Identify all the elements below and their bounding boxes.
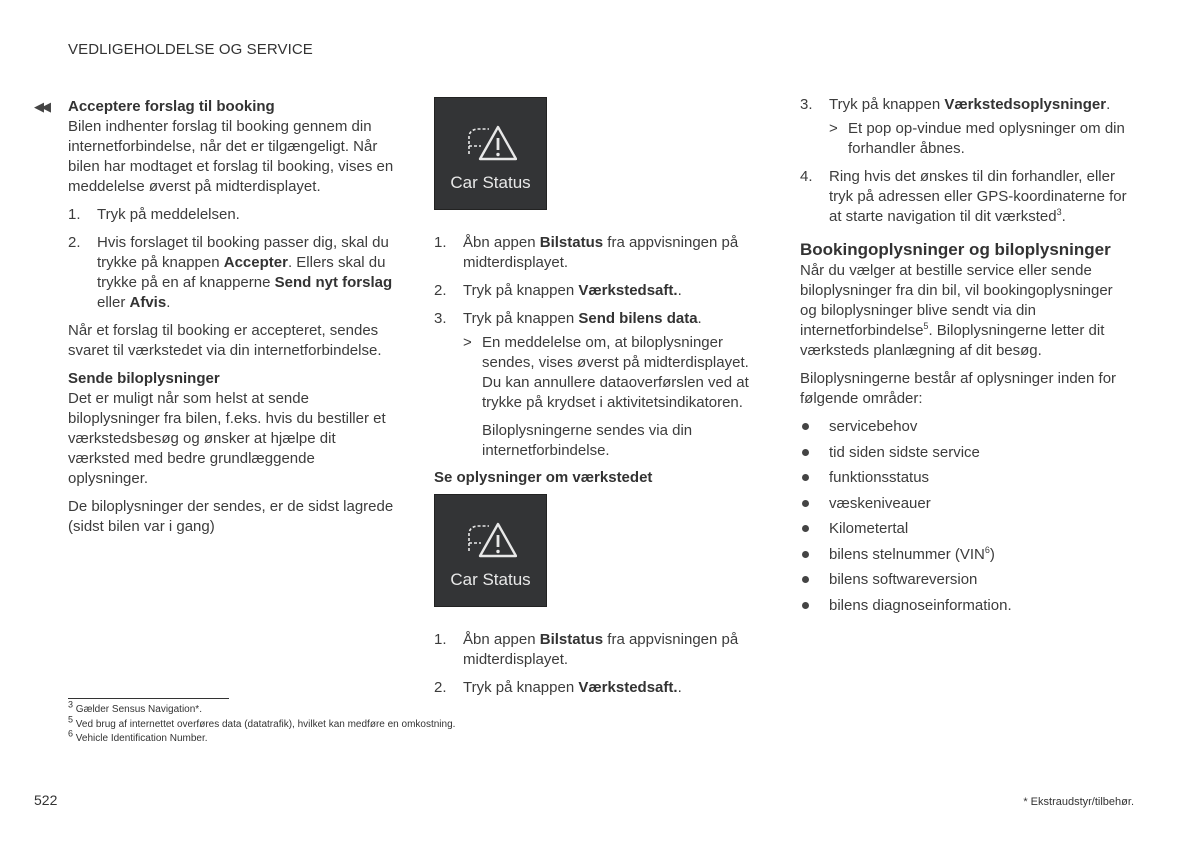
paragraph-accept-intro: Bilen indhenter forslag til booking gennem din internetforbindelse, når det er tilgængeligt. Når bilen har modtaget et forslag til booking, vises en meddelelse øverst på midterdisplayet. [68,118,394,195]
list-item: tid siden sidste service [800,443,1130,463]
accessory-note: * Ekstraudstyr/tilbehør. [1023,796,1134,808]
list-item: 2. Tryk på knappen Værkstedsaft.. [434,679,682,696]
running-header: VEDLIGEHOLDELSE OG SERVICE [68,41,313,58]
heading-send-car-info: Sende biloplysninger [68,370,220,387]
list-item: 2. Tryk på knappen Værkstedsaft.. [434,282,682,299]
footnote-3: $^3$ Gælder Sensus Navigation*. [68,699,202,715]
list-item: 3. Tryk på knappen Værkstedsoplysninger. > Et pop op-vindue med oplysninger om din forhandler åbnes. [800,95,1130,159]
list-item: servicebehov [800,417,1130,437]
step-note: Biloplysningerne sendes via din internetforbindelse. [482,422,693,459]
footnote-ref: 5 [923,321,929,331]
afvis-button-label: Afvis [129,294,167,311]
list-item: bilens diagnoseinformation. [800,596,1130,616]
column-2 [434,97,764,706]
continued-back-icon: ◀◀ [34,99,48,114]
tile-label: Car Status [450,570,531,589]
paragraph-send-intro: Det er muligt når som helst at sende biloplysninger fra bilen, f.eks. hvis du bestiller et værkstedsbesøg og ønsker at hjælpe dit værksted med bedre grundlæggende oplysninger. [68,390,386,487]
heading-accept-booking: Acceptere forslag til booking [68,98,275,115]
send-steps [434,233,764,461]
send-new-proposal-label: Send nyt forslag [274,274,393,291]
paragraph-consists: Biloplysningerne består af oplysninger inden for følgende områder: [800,370,1117,407]
list-item: 4. Ring hvis det ønskes til din forhandler, eller tryk på adressen eller GPS-koordinaterne for at starte navigation til dit værksted$^3$. [800,168,1127,225]
list-item: 1. Åbn appen Bilstatus fra appvisningen på midterdisplayet. [434,631,739,668]
workshop-steps-continued [800,95,1130,227]
footnote-divider [68,698,229,699]
accept-steps [68,205,398,313]
column-1 [68,97,398,545]
workshop-steps [434,630,764,698]
list-item: 3. Tryk på knappen Send bilens data. > En meddelelse om, at biloplysninger sendes, vises øverst på midterdisplayet. Du kan annullere dataoverførslen ved at trykke på krydset i aktivitetsindikatoren. Biloplysningerne sendes via din internetforbindelse. [434,309,764,461]
list-item: 2. Hvis forslaget til booking passer dig, skal du trykke på knappen Accepter. Ellers skal du trykke på en af knapperne Send nyt forslag eller Afvis. [68,234,393,311]
car-warning-icon [465,521,517,561]
list-item: bilens stelnummer (VIN$^6$) [800,545,1130,565]
tile-label: Car Status [450,173,531,192]
list-item: 1. Tryk på meddelelsen. [68,206,240,223]
list-item: funktionsstatus [800,468,1130,488]
column-3 [800,95,1130,621]
page-number: 522 [34,792,58,808]
car-status-app-tile [434,97,547,210]
step-result: > En meddelelse om, at biloplysninger sendes, vises øverst på midterdisplayet. Du kan annullere dataoverførslen ved at trykke på krydset i aktivitetsindikatoren. [463,334,749,411]
heading-booking-info: Bookingoplysninger og biloplysninger [800,240,1111,259]
step-result: > Et pop op-vindue med oplysninger om din forhandler åbnes. [829,120,1125,157]
list-item: Kilometertal [800,519,1130,539]
car-info-bullets [800,417,1130,616]
footnote-ref: 3 [1056,207,1062,217]
list-item: væskeniveauer [800,494,1130,514]
car-warning-icon [465,124,517,164]
paragraph-last-stored: De biloplysninger der sendes, er de sidst lagrede (sidst bilen var i gang) [68,498,394,535]
footnote-ref: 6 [984,544,990,555]
paragraph-booking: Når du vælger at bestille service eller sende biloplysninger fra din bil, vil bookingoplysninger og biloplysninger blive sendt via din internetforbindelse$^5$. Biloplysningerne letter dit værksteds planlægning af dit besøg. [800,262,1113,359]
list-item: bilens softwareversion [800,570,1130,590]
accepter-button-label: Accepter [223,254,288,271]
footnote-5: $^5$ Ved brug af internettet overføres data (datatrafik), hvilket kan medføre en omkostning. [68,714,456,730]
heading-see-workshop: Se oplysninger om værkstedet [434,469,653,486]
list-item: 1. Åbn appen Bilstatus fra appvisningen på midterdisplayet. [434,234,739,271]
car-status-app-tile [434,494,547,607]
paragraph-after-accept: Når et forslag til booking er accepteret, sendes svaret til værkstedet via din internetforbindelse. [68,322,382,359]
footnote-6: $^6$ Vehicle Identification Number. [68,728,208,744]
